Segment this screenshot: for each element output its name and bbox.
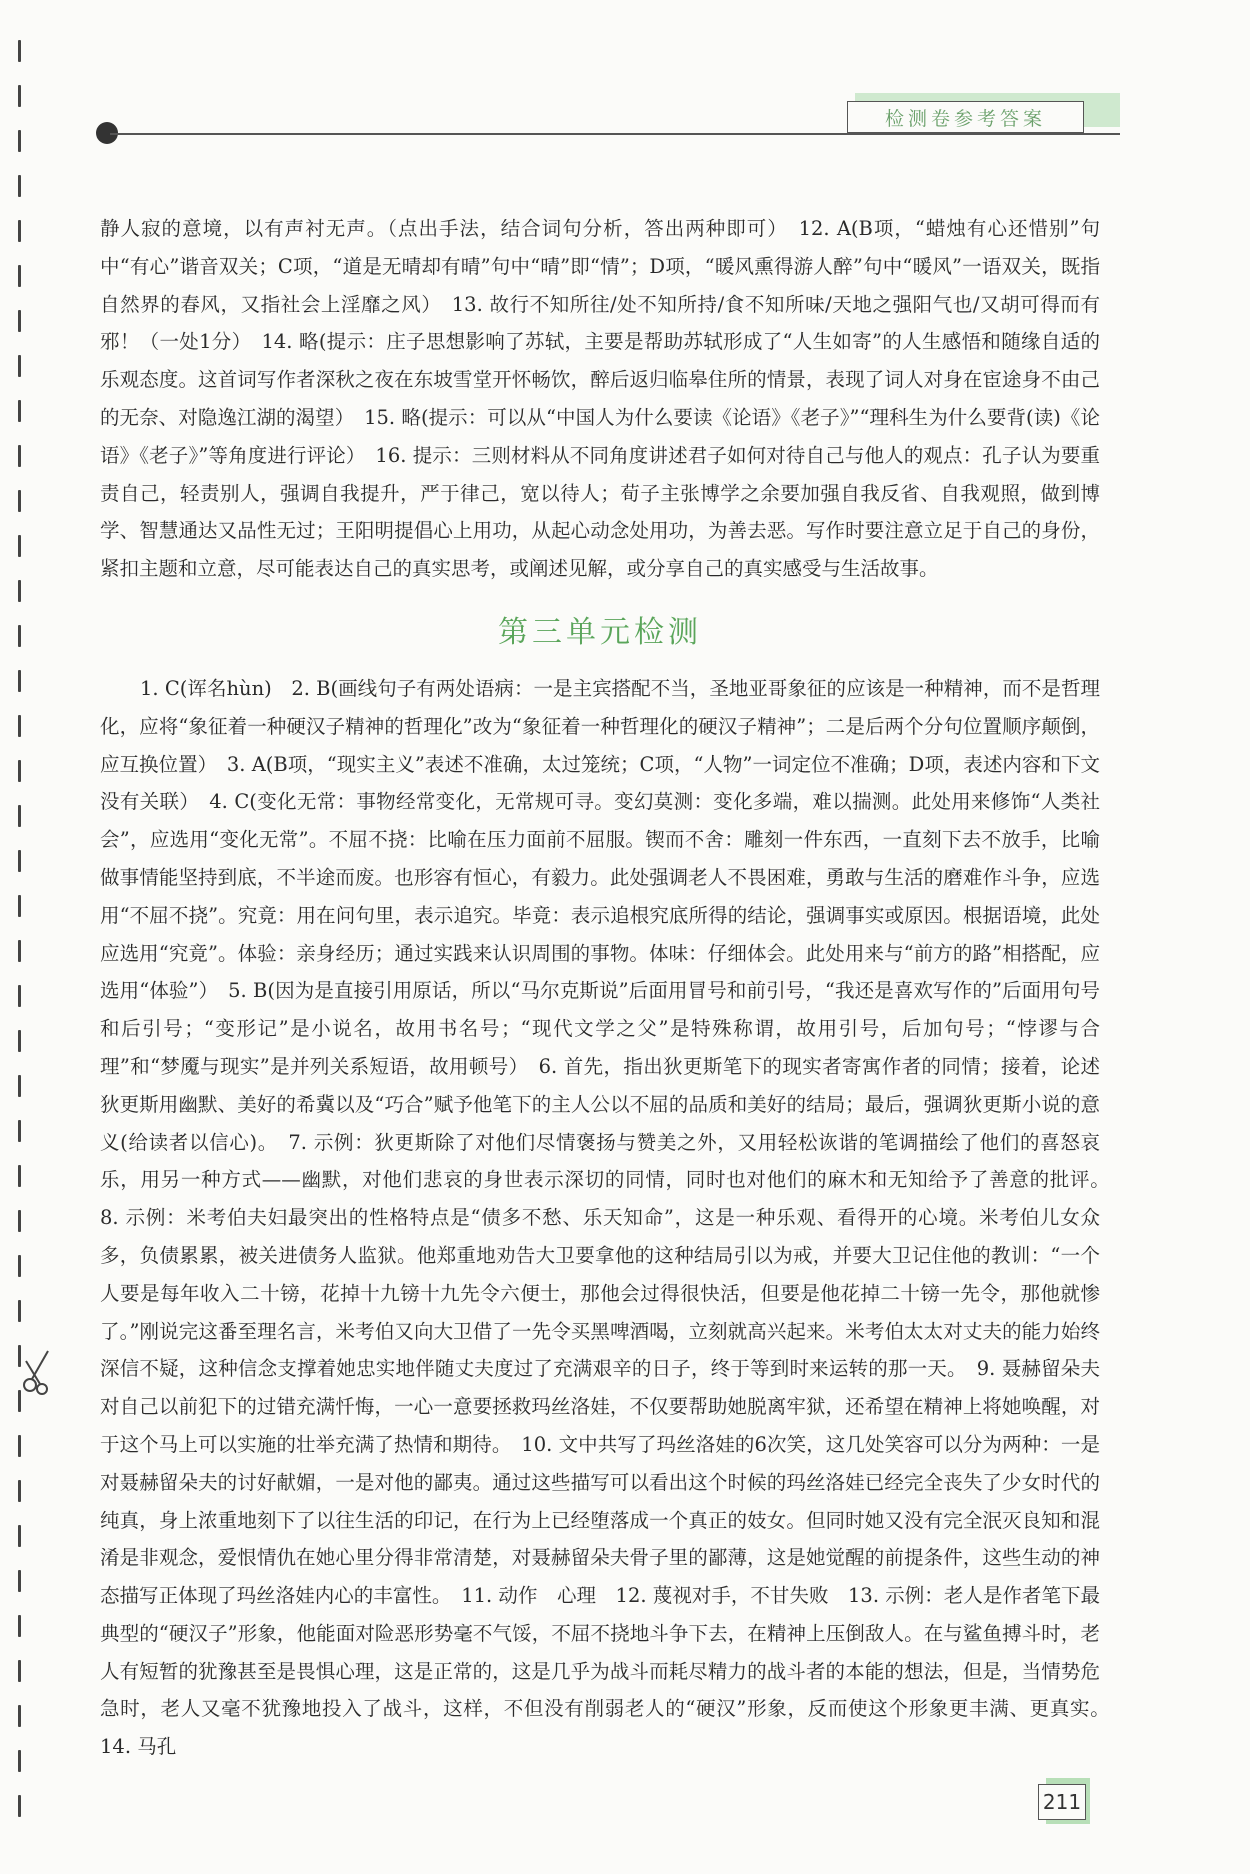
margin-dash — [18, 625, 21, 647]
margin-dash — [18, 85, 21, 107]
answer-paragraph-section: 1. C(诨名hùn) 2. B(画线句子有两处语病：一是主宾搭配不当，圣地亚哥象征的应该是一种精神，而不是哲理化，应将“象征着一种硬汉子精神的哲理化”改为“象征着一种哲理化的硬汉子精神”；二是后两个分句位置顺序颠倒，应互换位置） 3. A(B项，“现实主义”表述不准确，太过笼统；C项，“人物”一词定位不准确；D项，表述内容和下文没有关联） 4. C(变化无常：事物经常变化，无常规可寻。变幻莫测：变化多端，难以揣测。此处用来修饰“人类社会”，应选用“变化无常”。不屈不挠：比喻在压力面前不屈服。锲而不舍：雕刻一件东西，一直刻下去不放手，比喻做事情能坚持到底，不半途而废。也形容有恒心，有毅力。此处强调老人不畏困难，勇敢与生活的磨难作斗争，应选用“不屈不挠”。究竟：用在问句里，表示追究。毕竟：表示追根究底所得的结论，强调事实或原因。根据语境，此处应选用“究竟”。体验：亲身经历；通过实践来认识周围的事物。体味：仔细体会。此处用来与“前方的路”相搭配，应选用“体验”） 5. B(因为是直接引用原话，所以“马尔克斯说”后面用冒号和前引号，“我还是喜欢写作的”后面用句号和后引号；“变形记”是小说名，故用书名号；“现代文学之父”是特殊称谓，故用引号，后加句号；“悖谬与合理”和“梦魇与现实”是并列关系短语，故用顿号） 6. 首先，指出狄更斯笔下的现实者寄寓作者的同情；接着，论述狄更斯用幽默、美好的希冀以及“巧合”赋予他笔下的主人公以不屈的品质和美好的结局；最后，强调狄更斯小说的意义(给读者以信心)。 7. 示例：狄更斯除了对他们尽情褒扬与赞美之外，又用轻松诙谐的笔调描绘了他们的喜怒哀乐，用另一种方式——幽默，对他们悲哀的身世表示深切的同情，同时也对他们的麻木和无知给予了善意的批评。 8. 示例：米考伯夫妇最突出的性格特点是“债多不愁、乐天知命”，这是一种乐观、看得开的心境。米考伯儿女众多，负债累累，被关进债务人监狱。他郑重地劝告大卫要拿他的这种结局引以为戒，并要大卫记住他的教训：“一个人要是每年收入二十镑，花掉十九镑十九先令六便士，那他会过得很快活，但要是他花掉二十镑一先令，那他就惨了。”刚说完这番至理名言，米考伯又向大卫借了一先令买黑啤酒喝，立刻就高兴起来。米考伯太太对丈夫的能力始终深信不疑，这种信念支撑着她忠实地伴随丈夫度过了充满艰辛的日子，终于等到时来运转的那一天。 9. 聂赫留朵夫对自己以前犯下的过错充满忏悔，一心一意要拯救玛丝洛娃，不仅要帮助她脱离牢狱，还希望在精神上将她唤醒，对于这个马上可以实施的壮举充满了热情和期待。 10. 文中共写了玛丝洛娃的6次笑，这几处笑容可以分为两种：一是对聂赫留朵夫的讨好献媚，一是对他的鄙夷。通过这些描写可以看出这个时候的玛丝洛娃已经完全丧失了少女时代的纯真，身上浓重地刻下了以往生活的印记，在行为上已经堕落成一个真正的妓女。但同时她又没有完全泯灭良知和混淆是非观念，爱恨情仇在她心里分得非常清楚，对聂赫留朵夫骨子里的鄙薄，这是她觉醒的前提条件，这些生动的神态描写正体现了玛丝洛娃内心的丰富性。 11. 动作 心理 12. 蔑视对手，不甘失败 13. 示例：老人是作者笔下最典型的“硬汉子”形象，他能面对险恶形势毫不气馁，不屈不挠地斗争下去，在精神上压倒敌人。在与鲨鱼搏斗时，老人有短暂的犹豫甚至是畏惧心理，这是正常的，这是几乎为战斗而耗尽精力的战斗者的本能的想法，但是，当情势危急时，老人又毫不犹豫地投入了战斗，这样，不但没有削弱老人的“硬汉”形象，反而使这个形象更丰满、更真实。 14. 马孔 — [100, 676, 1120, 1759]
margin-dash — [18, 1525, 21, 1547]
margin-dash — [18, 580, 21, 602]
margin-dash — [18, 1030, 21, 1052]
margin-dash — [18, 490, 21, 512]
margin-dash — [18, 400, 21, 422]
section-title: 第三单元检测 — [498, 614, 702, 650]
margin-dash — [18, 940, 21, 962]
header-label: 检测卷参考答案 — [847, 101, 1084, 133]
margin-dash — [18, 40, 21, 62]
margin-dash — [18, 895, 21, 917]
margin-dash — [18, 1615, 21, 1637]
margin-dash — [18, 760, 21, 782]
margin-dash — [18, 1705, 21, 1727]
scissors-icon — [18, 1345, 58, 1395]
margin-dash — [18, 715, 21, 737]
margin-dash — [18, 1165, 21, 1187]
header-rule — [110, 133, 1120, 135]
margin-dash — [18, 445, 21, 467]
margin-dash — [18, 1120, 21, 1142]
margin-dash — [18, 1660, 21, 1682]
margin-dash — [18, 1795, 21, 1817]
margin-dash — [18, 220, 21, 242]
margin-dash — [18, 355, 21, 377]
binding-margin-dashes — [18, 40, 24, 1840]
page-number: 211 — [1038, 1784, 1086, 1820]
margin-dash — [18, 1075, 21, 1097]
margin-dash — [18, 535, 21, 557]
margin-dash — [18, 310, 21, 332]
margin-dash — [18, 1750, 21, 1772]
margin-dash — [18, 1300, 21, 1322]
margin-dash — [18, 850, 21, 872]
margin-dash — [18, 985, 21, 1007]
page-content — [100, 210, 1120, 1766]
margin-dash — [18, 1255, 21, 1277]
margin-dash — [18, 175, 21, 197]
margin-dash — [18, 1570, 21, 1592]
margin-dash — [18, 130, 21, 152]
margin-dash — [18, 805, 21, 827]
margin-dash — [18, 265, 21, 287]
answer-paragraph-top: 静人寂的意境，以有声衬无声。（点出手法，结合词句分析，答出两种即可） 12. A(B项，“蜡烛有心还惜别”句中“有心”谐音双关；C项，“道是无晴却有晴”句中“晴”即“情”；D项，“暖风熏得游人醉”句中“暖风”一语双关，既指自然界的春风，又指社会上淫靡之风） 13. 故行不知所往/处不知所持/食不知所味/天地之强阳气也/又胡可得而有邪！（一处1分） 14. 略(提示：庄子思想影响了苏轼，主要是帮助苏轼形成了“人生如寄”的人生感悟和随缘自适的乐观态度。这首词写作者深秋之夜在东坡雪堂开怀畅饮，醉后返归临皋住所的情景，表现了词人对身在宦途身不由己的无奈、对隐逸江湖的渴望） 15. 略(提示：可以从“中国人为什么要读《论语》《老子》”“理科生为什么要背(读)《论语》《老子》”等角度进行评论） 16. 提示：三则材料从不同角度讲述君子如何对待自己与他人的观点：孔子认为要重责自己，轻责别人，强调自我提升，严于律己，宽以待人；荀子主张博学之余要加强自我反省、自我观照，做到博学、智慧通达又品性无过；王阳明提倡心上用功，从起心动念处用功，为善去恶。写作时要注意立足于自己的身份，紧扣主题和立意，尽可能表达自己的真实思考，或阐述见解，或分享自己的真实感受与生活故事。 — [100, 217, 1100, 581]
margin-dash — [18, 1480, 21, 1502]
margin-dash — [18, 1435, 21, 1457]
margin-dash — [18, 1210, 21, 1232]
margin-dash — [18, 670, 21, 692]
